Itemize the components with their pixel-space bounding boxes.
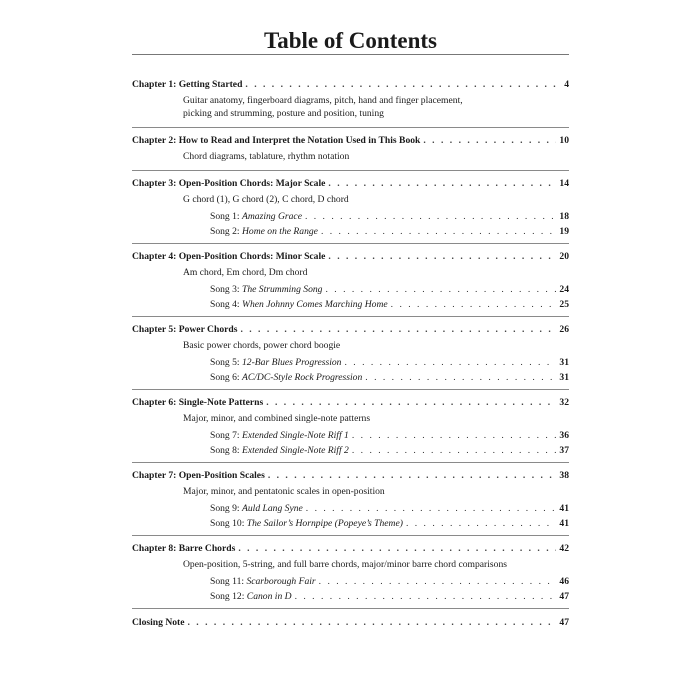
page-number: 36 — [559, 430, 569, 441]
song-title: Scarborough Fair — [246, 576, 316, 587]
dot-leader — [306, 501, 556, 516]
song-title: Extended Single-Note Riff 1 — [242, 430, 349, 441]
dot-leader — [325, 282, 556, 297]
page-number: 32 — [559, 397, 569, 408]
song-title: Amazing Grace — [242, 211, 302, 222]
chapter-entry — [132, 535, 569, 608]
chapter-heading-line[interactable] — [132, 77, 569, 92]
chapter-heading-line[interactable] — [132, 133, 569, 148]
song-entry[interactable] — [132, 209, 569, 224]
toc-list — [132, 77, 569, 630]
chapter-description — [132, 193, 569, 206]
description-line: Guitar anatomy, fingerboard diagrams, pitch, hand and finger placement, — [183, 95, 463, 106]
chapter-description — [132, 94, 569, 120]
song-title: Auld Lang Syne — [242, 503, 303, 514]
description-line: picking and strumming, posture and position, tuning — [183, 108, 384, 119]
page-number: 4 — [564, 79, 569, 90]
dot-leader — [321, 224, 556, 239]
song-entry[interactable] — [132, 370, 569, 385]
song-number: Song 12: — [210, 591, 245, 602]
song-number: Song 2: — [210, 226, 240, 237]
chapter-heading-line[interactable] — [132, 322, 569, 337]
song-title: The Sailor’s Hornpipe (Popeye’s Theme) — [246, 518, 403, 529]
page-number: 25 — [559, 299, 569, 310]
song-number: Song 9: — [210, 503, 240, 514]
description-line: Basic power chords, power chord boogie — [183, 340, 341, 351]
chapter-entry — [132, 316, 569, 389]
dot-leader — [344, 355, 556, 370]
page-number: 42 — [559, 543, 569, 554]
song-title: Extended Single-Note Riff 2 — [242, 445, 349, 456]
song-number: Song 1: — [210, 211, 240, 222]
song-title: AC/DC-Style Rock Progression — [242, 372, 363, 383]
page-number: 18 — [559, 211, 569, 222]
dot-leader — [406, 516, 556, 531]
chapter-entry — [132, 170, 569, 243]
chapter-entry — [132, 608, 569, 630]
dot-leader — [319, 574, 556, 589]
page-number: 38 — [559, 470, 569, 481]
chapter-description — [132, 558, 569, 571]
dot-leader — [305, 209, 556, 224]
page-number: 46 — [559, 576, 569, 587]
chapter-heading: Chapter 4: Open-Position Chords: Minor Scale — [132, 251, 326, 262]
dot-leader — [268, 468, 556, 483]
chapter-heading: Closing Note — [132, 617, 185, 628]
page-number: 31 — [559, 357, 569, 368]
song-number: Song 4: — [210, 299, 240, 310]
chapter-heading-line[interactable] — [132, 395, 569, 410]
chapter-entry — [132, 389, 569, 462]
song-number: Song 7: — [210, 430, 240, 441]
dot-leader — [365, 370, 556, 385]
page-number: 47 — [559, 591, 569, 602]
description-line: Open-position, 5-string, and full barre chords, major/minor barre chord comparisons — [183, 559, 507, 570]
dot-leader — [352, 428, 556, 443]
title-divider — [132, 54, 569, 55]
song-entry[interactable] — [132, 501, 569, 516]
dot-leader — [423, 133, 556, 148]
song-number: Song 5: — [210, 357, 240, 368]
page-number: 20 — [559, 251, 569, 262]
description-line: Chord diagrams, tablature, rhythm notation — [183, 151, 350, 162]
song-entry[interactable] — [132, 224, 569, 239]
page-number: 31 — [559, 372, 569, 383]
song-entry[interactable] — [132, 516, 569, 531]
dot-leader — [295, 589, 556, 604]
dot-leader — [352, 443, 556, 458]
page-number: 26 — [559, 324, 569, 335]
chapter-description — [132, 150, 569, 163]
page-number: 37 — [559, 445, 569, 456]
chapter-entry — [132, 243, 569, 316]
chapter-description — [132, 339, 569, 352]
song-number: Song 11: — [210, 576, 245, 587]
chapter-heading: Chapter 7: Open-Position Scales — [132, 470, 265, 481]
page-number: 41 — [559, 518, 569, 529]
chapter-heading: Chapter 6: Single-Note Patterns — [132, 397, 264, 408]
song-title: When Johnny Comes Marching Home — [242, 299, 388, 310]
song-title: Home on the Range — [242, 226, 318, 237]
dot-leader — [245, 77, 556, 92]
song-entry[interactable] — [132, 282, 569, 297]
description-line: G chord (1), G chord (2), C chord, D chord — [183, 194, 349, 205]
song-entry[interactable] — [132, 297, 569, 312]
song-entry[interactable] — [132, 355, 569, 370]
page-number: 41 — [559, 503, 569, 514]
song-number: Song 10: — [210, 518, 245, 529]
dot-leader — [240, 322, 556, 337]
song-number: Song 3: — [210, 284, 240, 295]
chapter-heading-line[interactable] — [132, 176, 569, 191]
page-number: 24 — [559, 284, 569, 295]
page-number: 47 — [559, 617, 569, 628]
chapter-entry — [132, 462, 569, 535]
page-title: Table of Contents — [264, 28, 437, 53]
dot-leader — [391, 297, 556, 312]
song-number: Song 8: — [210, 445, 240, 456]
page-number: 14 — [559, 178, 569, 189]
description-line: Major, minor, and pentatonic scales in open-position — [183, 486, 385, 497]
chapter-heading: Chapter 8: Barre Chords — [132, 543, 236, 554]
dot-leader — [266, 395, 556, 410]
dot-leader — [328, 176, 556, 191]
song-entry[interactable] — [132, 574, 569, 589]
song-title: 12-Bar Blues Progression — [242, 357, 342, 368]
dot-leader — [238, 541, 556, 556]
chapter-description — [132, 412, 569, 425]
chapter-description — [132, 485, 569, 498]
description-line: Major, minor, and combined single-note patterns — [183, 413, 371, 424]
chapter-entry — [132, 127, 569, 170]
chapter-heading: Chapter 2: How to Read and Interpret the Notation Used in This Book — [132, 135, 421, 146]
chapter-heading-line[interactable] — [132, 615, 569, 630]
chapter-heading: Chapter 5: Power Chords — [132, 324, 238, 335]
song-number: Song 6: — [210, 372, 240, 383]
chapter-heading-line[interactable] — [132, 249, 569, 264]
chapter-heading: Chapter 3: Open-Position Chords: Major Scale — [132, 178, 326, 189]
song-entry[interactable] — [132, 443, 569, 458]
song-entry[interactable] — [132, 428, 569, 443]
page-number: 19 — [559, 226, 569, 237]
description-line: Am chord, Em chord, Dm chord — [183, 267, 308, 278]
song-title: The Strumming Song — [242, 284, 323, 295]
song-title: Canon in D — [246, 591, 292, 602]
chapter-heading-line[interactable] — [132, 541, 569, 556]
chapter-heading-line[interactable] — [132, 468, 569, 483]
song-entry[interactable] — [132, 589, 569, 604]
page-number: 10 — [559, 135, 569, 146]
dot-leader — [188, 615, 557, 630]
chapter-description — [132, 266, 569, 279]
dot-leader — [328, 249, 556, 264]
chapter-entry — [132, 77, 569, 127]
chapter-heading: Chapter 1: Getting Started — [132, 79, 243, 90]
